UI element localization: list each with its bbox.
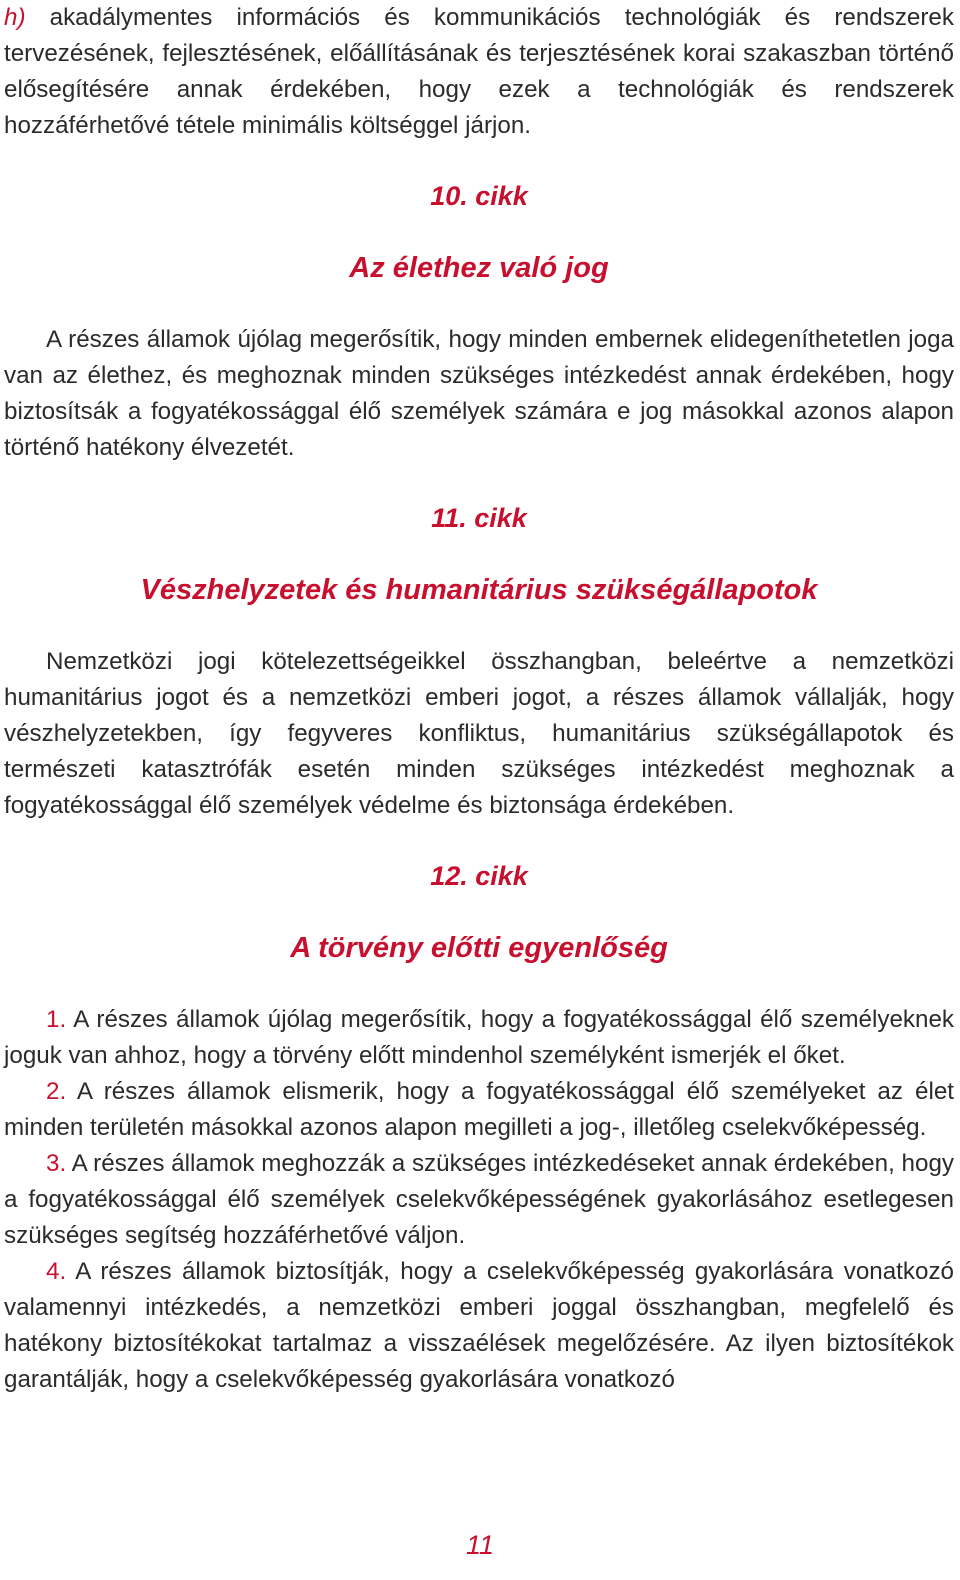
article-11-text: Nemzetközi jogi kötelezettségeikkel összhangban, beleértve a nemzetközi humanitárius jogot és a nemzetközi emberi jogot, a részes államok vállalják, hogy vészhelyzetekben, így fegyveres konfliktus, humanitárius szükségállapotok és természeti katasztrófák esetén minden szükséges intézkedést meghoznak a fogyatékossággal élő személyek védelme és biztonsága érdekében.: [4, 648, 954, 819]
item-text: A részes államok meghozzák a szükséges intézkedéseket annak érdekében, hogy a fogyatékossággal élő személyek cselekvőképességének gyakorlásához esetlegesen szükséges segítség hozzáférhetővé váljon.: [4, 1150, 954, 1249]
article-12-number: 12. cikk: [430, 861, 528, 891]
list-marker: h): [4, 4, 26, 31]
page-number: 11: [465, 1530, 495, 1560]
intro-paragraph: [4, 0, 954, 144]
item-text: A részes államok újólag megerősítik, hogy a fogyatékossággal élő személyeknek joguk van ahhoz, hogy a törvény előtt mindenhol személyként ismerjék el őket.: [4, 1006, 954, 1069]
article-12-item-2: [4, 1074, 954, 1146]
document-page: [4, 0, 954, 1398]
item-number: 1.: [46, 1006, 67, 1033]
item-text: A részes államok biztosítják, hogy a cselekvőképesség gyakorlására vonatkozó valamennyi intézkedés, a nemzetközi emberi joggal összhangban, megfelelő és hatékony biztosítékokat tartalmaz a visszaélések megelőzésére. Az ilyen biztosítékok garantálják, hogy a cselekvőképesség gyakorlására vonatkozó: [4, 1258, 954, 1393]
article-10-title: Az élethez való jog: [349, 252, 609, 284]
article-12-title: A törvény előtti egyenlőség: [290, 932, 668, 964]
item-number: 3.: [46, 1150, 67, 1177]
article-11-number: 11. cikk: [431, 503, 527, 533]
article-12-item-1: [4, 1002, 954, 1074]
article-10-number: 10. cikk: [430, 181, 528, 211]
intro-text: akadálymentes információs és kommunikációs technológiák és rendszerek tervezésének, fejlesztésének, előállításának és terjesztésének korai szakaszban történő elősegítésére annak érdekében, hogy ezek a technológiák és rendszerek hozzáférhetővé tétele minimális költséggel járjon.: [4, 4, 954, 139]
article-12-item-4: [4, 1254, 954, 1398]
article-11-title: Vészhelyzetek és humanitárius szükségállapotok: [140, 574, 818, 606]
article-10-text: A részes államok újólag megerősítik, hogy minden embernek elidegeníthetetlen joga van az élethez, és meghoznak minden szükséges intézkedést annak érdekében, hogy biztosítsák a fogyatékossággal élő személyek számára e jog másokkal azonos alapon történő hatékony élvezetét.: [4, 326, 954, 461]
article-12-item-3: [4, 1146, 954, 1254]
item-text: A részes államok elismerik, hogy a fogyatékossággal élő személyeket az élet minden területén másokkal azonos alapon megilleti a jog-, illetőleg cselekvőképesség.: [4, 1078, 954, 1141]
item-number: 2.: [46, 1078, 67, 1105]
item-number: 4.: [46, 1258, 67, 1285]
